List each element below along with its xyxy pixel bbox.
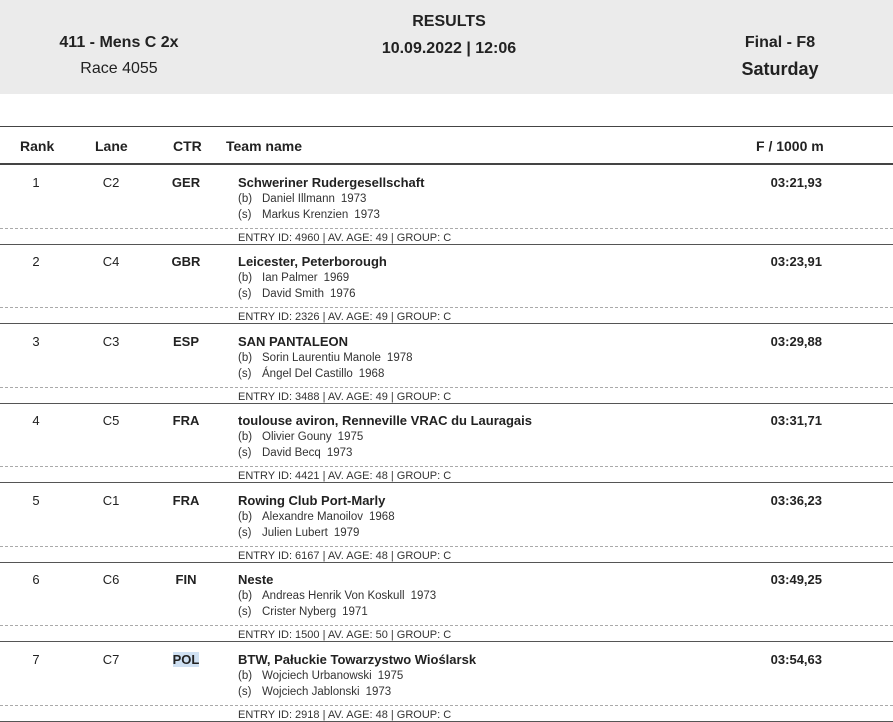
table-row	[0, 165, 893, 245]
rower-line	[238, 686, 391, 698]
rower-birth-year: 1973	[340, 193, 367, 205]
seat-position: (s)	[238, 288, 252, 300]
seat-position: (b)	[238, 272, 253, 284]
seat-position: (s)	[238, 447, 252, 459]
country-cell	[168, 254, 204, 269]
seat-position: (b)	[238, 193, 253, 205]
rower-birth-year: 1971	[342, 606, 368, 618]
seat-position: (s)	[238, 527, 252, 539]
row-divider	[0, 546, 893, 547]
rower-birth-year: 1973	[365, 686, 392, 698]
rower-name: Ian Palmer	[262, 272, 318, 284]
table-row	[0, 403, 893, 483]
entry-info: ENTRY ID: 6167 | AV. AGE: 48 | GROUP: C	[238, 550, 452, 562]
entry-info: ENTRY ID: 4960 | AV. AGE: 49 | GROUP: C	[238, 232, 452, 244]
seat-position: (b)	[238, 670, 253, 682]
rank-cell: 5	[32, 493, 40, 508]
rower-name: Alexandre Manoilov	[262, 511, 364, 523]
row-divider	[0, 387, 893, 388]
rower-name: Sorin Laurentiu Manole	[262, 352, 381, 364]
table-row	[0, 244, 893, 324]
col-team: Team name	[226, 138, 302, 154]
results-table-header	[0, 126, 893, 165]
team-name: SAN PANTALEON	[238, 334, 349, 349]
rower-line	[238, 431, 363, 443]
rower-line	[238, 288, 356, 300]
rower-line	[238, 209, 380, 221]
race-day: Saturday	[741, 59, 819, 79]
rower-line	[238, 368, 384, 380]
rower-line	[238, 447, 352, 459]
col-time: F / 1000 m	[756, 138, 824, 154]
row-divider	[0, 228, 893, 229]
country-cell	[168, 493, 204, 508]
seat-position: (b)	[238, 590, 253, 602]
table-row	[0, 483, 893, 563]
race-number: Race 4055	[80, 60, 158, 77]
team-name: Leicester, Peterborough	[238, 254, 387, 269]
finish-time: 03:23,91	[770, 254, 822, 269]
finish-time: 03:49,25	[770, 572, 822, 587]
rower-line	[238, 352, 413, 364]
lane-cell: C4	[102, 254, 120, 269]
results-header	[0, 0, 893, 94]
seat-position: (b)	[238, 511, 253, 523]
lane-cell: C5	[102, 413, 120, 428]
finish-time: 03:29,88	[770, 334, 822, 349]
rank-cell: 4	[32, 413, 40, 428]
country-code: ESP	[172, 334, 199, 349]
country-cell	[168, 413, 204, 428]
rower-name: Ángel Del Castillo	[262, 368, 353, 380]
seat-position: (s)	[238, 606, 252, 618]
rower-name: Crister Nyberg	[262, 606, 337, 618]
country-code: FRA	[172, 413, 200, 428]
lane-cell: C6	[102, 572, 120, 587]
rank-cell: 7	[32, 652, 40, 667]
rower-birth-year: 1975	[377, 670, 404, 682]
rank-cell: 3	[32, 334, 40, 349]
country-code: FRA	[172, 493, 200, 508]
rower-birth-year: 1973	[410, 590, 437, 602]
rank-cell: 6	[32, 572, 40, 587]
lane-cell: C3	[102, 334, 120, 349]
country-cell	[168, 175, 204, 190]
rower-line	[238, 193, 366, 205]
rower-name: Andreas Henrik Von Koskull	[262, 590, 405, 602]
team-name: toulouse aviron, Renneville VRAC du Lauragais	[238, 413, 533, 428]
country-code: GER	[171, 175, 201, 190]
row-divider	[0, 705, 893, 706]
rower-birth-year: 1968	[358, 368, 385, 380]
rower-birth-year: 1978	[386, 352, 413, 364]
rower-birth-year: 1968	[369, 511, 395, 523]
rower-name: Olivier Gouny	[262, 431, 332, 443]
country-code: FIN	[175, 572, 197, 587]
lane-cell: C7	[102, 652, 120, 667]
seat-position: (b)	[238, 431, 253, 443]
row-divider	[0, 625, 893, 626]
entry-info: ENTRY ID: 2326 | AV. AGE: 49 | GROUP: C	[238, 311, 452, 323]
seat-position: (s)	[238, 686, 252, 698]
event-name: 411 - Mens C 2x	[59, 34, 179, 51]
rower-line	[238, 590, 436, 602]
rower-birth-year: 1973	[354, 209, 380, 221]
row-divider	[0, 307, 893, 308]
col-lane: Lane	[95, 138, 128, 154]
country-cell	[168, 572, 204, 587]
seat-position: (b)	[238, 352, 253, 364]
rower-birth-year: 1979	[333, 527, 360, 539]
seat-position: (s)	[238, 368, 252, 380]
lane-cell: C1	[102, 493, 120, 508]
finish-time: 03:31,71	[770, 413, 822, 428]
seat-position: (s)	[238, 209, 252, 221]
rower-birth-year: 1973	[326, 447, 353, 459]
finish-time: 03:36,23	[770, 493, 822, 508]
page-title: RESULTS	[412, 13, 486, 30]
rower-name: Markus Krenzien	[262, 209, 349, 221]
rower-name: David Smith	[262, 288, 324, 300]
team-name: Neste	[238, 572, 274, 587]
race-phase: Final - F8	[744, 34, 816, 51]
rower-line	[238, 511, 395, 523]
country-code: POL	[172, 652, 200, 667]
col-ctr: CTR	[173, 138, 202, 154]
lane-cell: C2	[102, 175, 120, 190]
rower-name: Julien Lubert	[262, 527, 328, 539]
rower-name: David Becq	[262, 447, 321, 459]
rower-line	[238, 670, 403, 682]
rower-name: Daniel Illmann	[262, 193, 335, 205]
table-row	[0, 324, 893, 404]
finish-time: 03:54,63	[770, 652, 822, 667]
table-row	[0, 562, 893, 642]
race-datetime: 10.09.2022 | 12:06	[381, 40, 517, 57]
rank-cell: 2	[32, 254, 40, 269]
entry-info: ENTRY ID: 2918 | AV. AGE: 48 | GROUP: C	[238, 709, 452, 721]
col-rank: Rank	[20, 138, 55, 154]
country-code: GBR	[171, 254, 201, 269]
team-name: Schweriner Rudergesellschaft	[238, 175, 425, 190]
country-cell	[168, 652, 204, 667]
rower-line	[238, 272, 349, 284]
entry-info: ENTRY ID: 1500 | AV. AGE: 50 | GROUP: C	[238, 629, 452, 641]
finish-time: 03:21,93	[770, 175, 822, 190]
rower-line	[238, 606, 368, 618]
entry-info: ENTRY ID: 4421 | AV. AGE: 48 | GROUP: C	[238, 470, 452, 482]
table-row	[0, 642, 893, 722]
entry-info: ENTRY ID: 3488 | AV. AGE: 49 | GROUP: C	[238, 391, 452, 403]
rower-birth-year: 1969	[323, 272, 350, 284]
team-name: Rowing Club Port-Marly	[238, 493, 386, 508]
rower-name: Wojciech Urbanowski	[262, 670, 372, 682]
team-name: BTW, Pałuckie Towarzystwo Wioślarsk	[238, 652, 477, 667]
rank-cell: 1	[32, 175, 40, 190]
rower-birth-year: 1975	[337, 431, 364, 443]
rower-birth-year: 1976	[330, 288, 356, 300]
rower-line	[238, 527, 359, 539]
country-cell	[168, 334, 204, 349]
row-divider	[0, 466, 893, 467]
rower-name: Wojciech Jablonski	[262, 686, 360, 698]
